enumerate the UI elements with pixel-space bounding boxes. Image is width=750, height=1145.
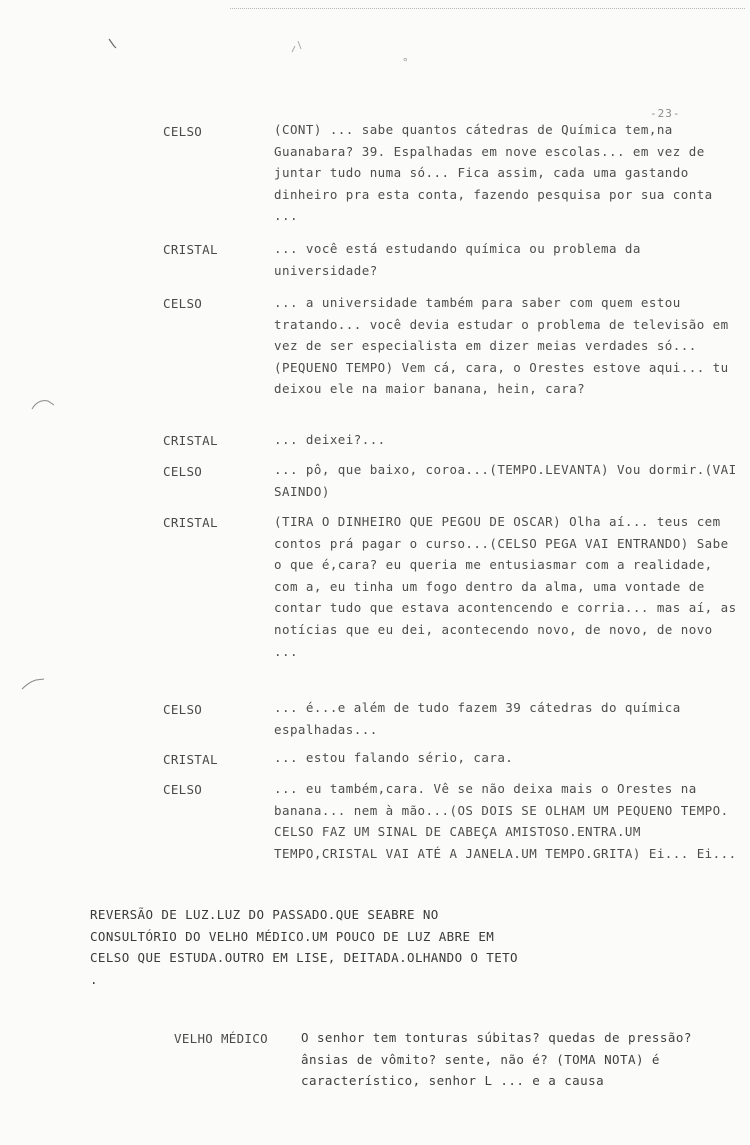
dialogue-line: ... deixei?... xyxy=(274,432,386,447)
speaker-velho-medico: VELHO MÉDICO xyxy=(174,1031,268,1046)
speaker-cristal: CRISTAL xyxy=(163,752,218,767)
speaker-cristal: CRISTAL xyxy=(163,515,218,530)
dialogue-line: ... é...e além de tudo fazem 39 cátedras do química espalhadas... xyxy=(274,700,681,737)
dialogue-line: ... estou falando sério, cara. xyxy=(274,750,514,765)
dialogue-line: ... a universidade também para saber com quem estou tratando... você devia estudar o problema de televisão em vez de ser especialista em dizer meias verdades só...(PEQUENO TEMPO) Vem cá, cara, o Orestes estove aqui... tu deixou ele na maior banana, hein, cara? xyxy=(274,295,729,397)
stage-direction: REVERSÃO DE LUZ.LUZ DO PASSADO.QUE SEABRE NO CONSULTÓRIO DO VELHO MÉDICO.UM POUCO DE LUZ ABRE EM CELSO QUE ESTUDA.OUTRO EM LISE, DEITADA.OLHANDO O TETO . xyxy=(90,907,518,987)
dialogue-line: ... você está estudando química ou problema da universidade? xyxy=(274,241,641,278)
dialogue-line: (TIRA O DINHEIRO QUE PEGOU DE OSCAR) Olha aí... teus cem contos prá pagar o curso...(CELSO PEGA VAI ENTRANDO) Sabe o que é,cara? eu queria me entusiasmar com a realidade, com a, eu tinha um fogo dentro da alma, uma vontade de contar tudo que estava acontencendo e corria... mas aí, as notícias que eu dei, acontecendo novo, de novo, de novo ... xyxy=(274,514,737,659)
speaker-celso: CELSO xyxy=(163,782,203,797)
speaker-cristal: CRISTAL xyxy=(163,242,218,257)
speaker-celso: CELSO xyxy=(163,124,203,139)
speaker-celso: CELSO xyxy=(163,464,203,479)
dialogue-line: ... pô, que baixo, coroa...(TEMPO.LEVANTA) Vou dormir.(VAI SAINDO) xyxy=(274,462,737,499)
dot-mark: ° xyxy=(402,56,409,69)
pen-mark-top-left xyxy=(108,38,118,50)
dialogue-line: (CONT) ... sabe quantos cátedras de Química tem,na Guanabara? 39. Espalhadas em nove escolas... em vez de juntar tudo numa só... Fica assim, cada uma gastando dinheiro pra esta conta, fazendo pesquisa por sua conta ... xyxy=(274,122,713,224)
speaker-cristal: CRISTAL xyxy=(163,433,218,448)
speaker-celso: CELSO xyxy=(163,702,203,717)
speaker-celso: CELSO xyxy=(163,296,203,311)
top-border-rule xyxy=(230,8,745,9)
pen-mark-top-center xyxy=(290,40,304,54)
margin-mark-left xyxy=(30,395,60,413)
page-number: -23- xyxy=(650,107,681,120)
dialogue-line: O senhor tem tonturas súbitas? quedas de pressão? ânsias de vômito? sente, não é? (TOMA NOTA) é característico, senhor L ... e a causa xyxy=(301,1030,692,1089)
margin-mark-left-lower xyxy=(20,676,48,692)
dialogue-line: ... eu também,cara. Vê se não deixa mais o Orestes na banana... nem à mão...(OS DOIS SE OLHAM UM PEQUENO TEMPO. CELSO FAZ UM SINAL DE CABEÇA AMISTOSO.ENTRA.UM TEMPO,CRISTAL VAI ATÉ A JANELA.UM TEMPO.GRITA) Ei... Ei... xyxy=(274,781,737,861)
